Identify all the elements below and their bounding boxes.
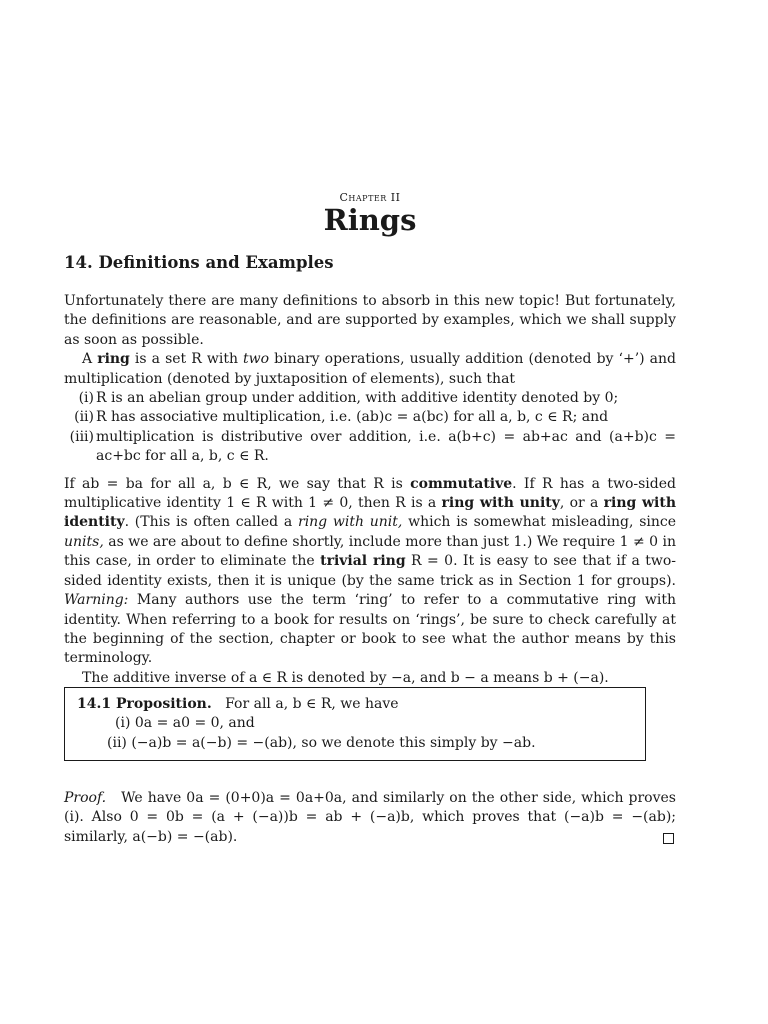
proposition-item: (ii) (−a)b = a(−b) = −(ab), so we denote this simply by −ab. <box>107 734 536 751</box>
proposition-item: (i) 0a = a0 = 0, and <box>115 715 255 732</box>
body-text <box>64 292 676 688</box>
ring-axioms-list <box>64 389 676 467</box>
term-units: units, <box>64 533 104 550</box>
list-item: (i) R is an abelian group under addition, with additive identity denoted by 0; <box>78 390 619 407</box>
additive-inverse-paragraph: The additive inverse of a ∈ R is denoted by −a, and b − a means b + (−a). <box>82 669 609 686</box>
list-item: (ii) R has associative multiplication, i.e. (ab)c = a(bc) for all a, b, c ∈ R; and <box>74 409 609 426</box>
ring-definition-paragraph: A ring is a set R with two binary operations, usually addition (denoted by ‘+’) and multiplication (denoted by juxtaposition of elements), such that <box>64 351 677 387</box>
chapter-title: Rings <box>323 203 417 237</box>
proof-paragraph: Proof. We have 0a = (0+0)a = 0a+0a, and similarly on the other side, which proves (i). Also 0 = 0b = (a + (−a))b = ab + (−a)b, which proves that (−a)b = −(ab); similarly, a(−b) = −(ab). <box>64 790 676 845</box>
term-commutative: commutative <box>410 475 513 492</box>
term-trivial-ring: trivial ring <box>320 553 406 570</box>
list-item: (iii) multiplication is distributive over addition, i.e. a(b+c) = ab+ac and (a+b)c = ac+bc for all a, b, c ∈ R. <box>69 428 676 465</box>
proof-label: Proof. <box>64 790 107 806</box>
proposition-label: 14.1 Proposition. <box>77 696 212 712</box>
term-ring-with-identity: ring with identity <box>64 495 676 531</box>
term-ring-with-unity: ring with unity <box>441 495 560 512</box>
qed-square-icon <box>663 833 674 844</box>
proposition-intro: For all a, b ∈ R, we have <box>225 696 399 712</box>
commutative-paragraph: If ab = ba for all a, b ∈ R, we say that R is commutative. If R has a two-sided multiplicative identity 1 ∈ R with 1 ≠ 0, then R is a ring with unity, or a ring with identity. (This is often called a ring with unit, which is somewhat misleading, since units, as we are about to define shortly, include more than just 1.) We require 1 ≠ 0 in this case, in order to eliminate the trivial ring R = 0. It is easy to see that if a two-sided identity exists, then it is unique (by the same trick as in Section 1 for groups). Warning: Many authors use the term ‘ring’ to refer to a commutative ring with identity. When referring to a book for results on ‘rings’, be sure to check carefully at the beginning of the section, chapter or book to see what the author means by this terminology. <box>64 475 676 667</box>
proposition-box <box>64 687 646 761</box>
intro-paragraph: Unfortunately there are many definitions to absorb in this new topic! But fortunately, the definitions are reasonable, and are supported by examples, which we shall supply as soon as possible. <box>64 293 676 348</box>
term-ring-with-unit: ring with unit, <box>298 514 403 531</box>
emphasis-two: two <box>243 351 270 368</box>
term-ring: ring <box>97 351 130 368</box>
warning-label: Warning: <box>64 592 129 609</box>
section-heading: 14. Definitions and Examples <box>64 253 334 272</box>
chapter-label: Chapter II <box>339 191 401 204</box>
proposition-header <box>77 695 633 714</box>
